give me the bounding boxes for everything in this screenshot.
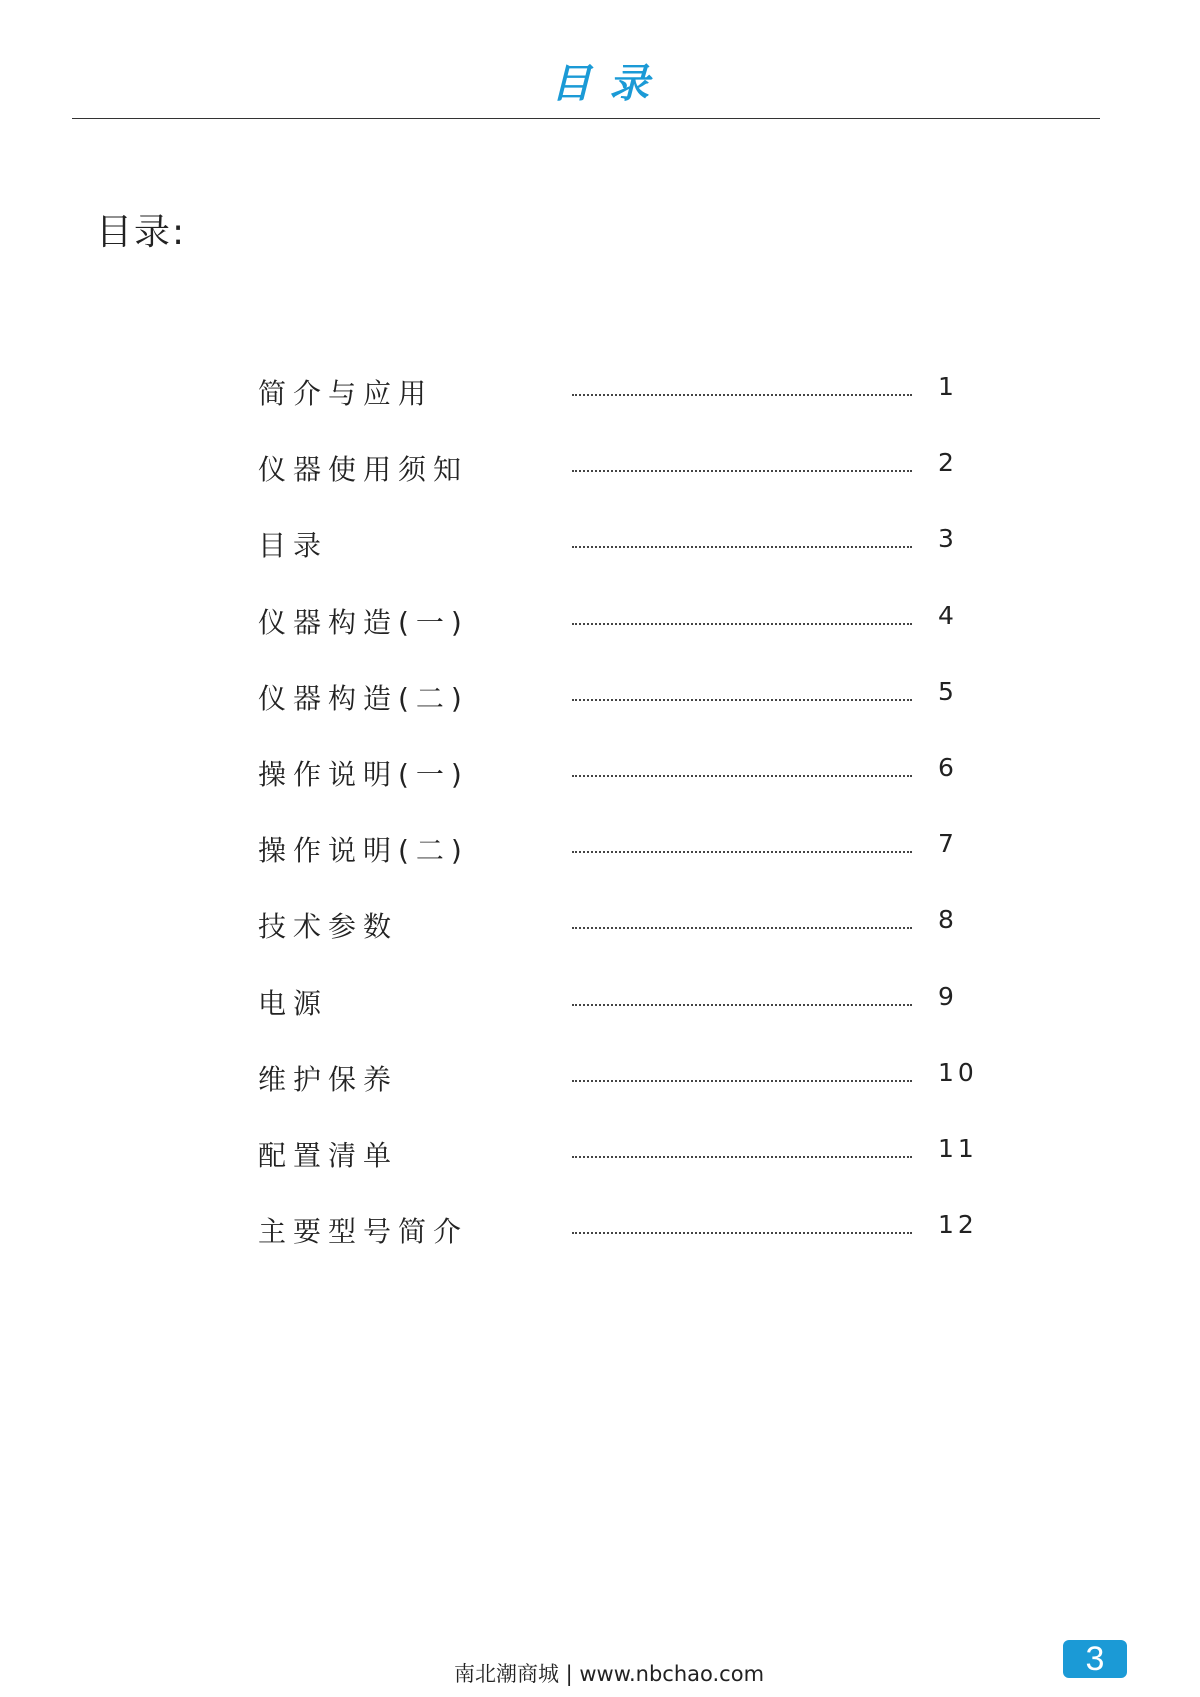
toc-entry-page: 4 bbox=[938, 600, 958, 630]
toc-entry-page: 12 bbox=[938, 1210, 978, 1240]
toc-dot-leader bbox=[572, 546, 912, 548]
toc-entry-label: 仪器构造(二) bbox=[258, 681, 469, 715]
toc-entry-page: 6 bbox=[938, 752, 958, 782]
toc-dot-leader bbox=[572, 1232, 912, 1234]
toc-dot-leader bbox=[572, 699, 912, 701]
toc-entry-label: 维护保养 bbox=[258, 1062, 399, 1096]
toc-entry-page: 7 bbox=[938, 829, 958, 859]
toc-entry-label: 操作说明(一) bbox=[258, 757, 469, 791]
page-header-title: 目录 bbox=[551, 60, 667, 107]
toc-entry-label: 主要型号简介 bbox=[258, 1215, 469, 1249]
toc-entry[interactable] bbox=[258, 982, 998, 1058]
toc-entry[interactable] bbox=[258, 1134, 998, 1210]
toc-entry-page: 1 bbox=[938, 372, 958, 401]
section-heading: 目录: bbox=[96, 212, 187, 253]
toc-entry-label: 简介与应用 bbox=[258, 377, 434, 410]
toc-entry[interactable] bbox=[258, 1058, 998, 1134]
toc-dot-leader bbox=[572, 927, 912, 929]
toc-entry-label: 技术参数 bbox=[258, 910, 399, 944]
toc-entry-page: 11 bbox=[938, 1133, 978, 1163]
toc-dot-leader bbox=[572, 1156, 912, 1158]
toc-entry-page: 8 bbox=[938, 905, 958, 935]
toc-entry-page: 10 bbox=[938, 1057, 978, 1087]
toc-dot-leader bbox=[572, 470, 912, 472]
toc-entry[interactable] bbox=[258, 905, 998, 981]
toc-entry-page: 2 bbox=[938, 448, 958, 478]
toc-dot-leader bbox=[572, 1080, 912, 1082]
footer-site-text: 南北潮商城 | www.nbchao.com bbox=[453, 1662, 765, 1686]
toc-dot-leader bbox=[572, 623, 912, 625]
toc-entry-label: 电源 bbox=[258, 986, 329, 1020]
toc-entry[interactable] bbox=[258, 753, 998, 829]
table-of-contents bbox=[258, 372, 998, 1286]
toc-entry-label: 操作说明(二) bbox=[258, 834, 469, 868]
toc-dot-leader bbox=[572, 851, 912, 853]
toc-dot-leader bbox=[572, 1004, 912, 1006]
toc-entry[interactable] bbox=[258, 448, 998, 524]
toc-entry[interactable] bbox=[258, 601, 998, 677]
toc-entry[interactable] bbox=[258, 1210, 998, 1286]
toc-entry[interactable] bbox=[258, 372, 998, 448]
toc-entry-page: 9 bbox=[938, 981, 958, 1011]
toc-dot-leader bbox=[572, 394, 912, 396]
toc-entry[interactable] bbox=[258, 829, 998, 905]
toc-dot-leader bbox=[572, 775, 912, 777]
toc-entry-page: 5 bbox=[938, 676, 958, 706]
toc-entry-label: 目录 bbox=[258, 529, 329, 563]
page-number-badge: 3 bbox=[1063, 1640, 1127, 1678]
toc-entry[interactable] bbox=[258, 524, 998, 600]
toc-entry-page: 3 bbox=[938, 524, 958, 554]
toc-entry[interactable] bbox=[258, 677, 998, 753]
toc-entry-label: 仪器构造(一) bbox=[258, 605, 469, 639]
toc-entry-label: 仪器使用须知 bbox=[258, 453, 469, 487]
toc-entry-label: 配置清单 bbox=[258, 1138, 399, 1172]
header-divider bbox=[72, 118, 1100, 119]
